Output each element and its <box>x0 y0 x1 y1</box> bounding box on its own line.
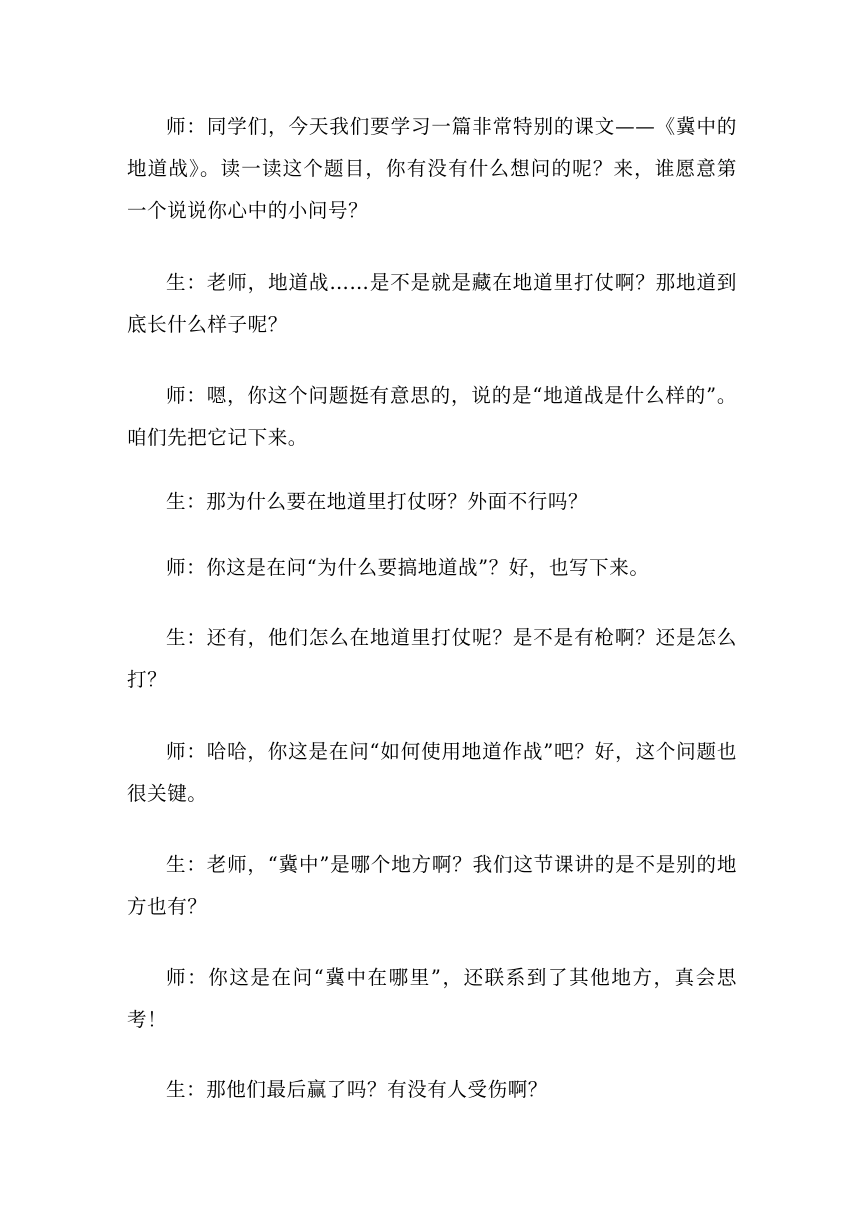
dialogue-paragraph-2: 生：老师，地道战……是不是就是藏在地道里打仗啊？那地道到底长什么样子呢？ <box>127 271 737 336</box>
dialogue-paragraph-6: 生：还有，他们怎么在地道里打仗呢？是不是有枪啊？还是怎么打？ <box>127 626 737 691</box>
dialogue-paragraph-10: 生：那他们最后赢了吗？有没有人受伤啊？ <box>166 1078 548 1101</box>
dialogue-paragraph-3: 师：嗯，你这个问题挺有意思的，说的是“地道战是什么样的”。咱们先把它记下来。 <box>127 384 737 449</box>
dialogue-paragraph-8: 生：老师，“冀中”是哪个地方啊？我们这节课讲的是不是别的地方也有？ <box>127 853 737 918</box>
dialogue-paragraph-7: 师：哈哈，你这是在问“如何使用地道作战”吧？好，这个问题也很关键。 <box>127 740 737 805</box>
dialogue-paragraph-9: 师：你这是在问“冀中在哪里”，还联系到了其他地方，真会思考！ <box>127 966 737 1031</box>
dialogue-paragraph-1: 师：同学们，今天我们要学习一篇非常特别的课文——《冀中的地道战》。读一读这个题目，你有没有什么想问的呢？来，谁愿意第一个说说你心中的小问号？ <box>127 115 737 222</box>
dialogue-paragraph-5: 师：你这是在问“为什么要搞地道战”？好，也写下来。 <box>166 556 650 579</box>
dialogue-paragraph-4: 生：那为什么要在地道里打仗呀？外面不行吗？ <box>166 490 589 513</box>
